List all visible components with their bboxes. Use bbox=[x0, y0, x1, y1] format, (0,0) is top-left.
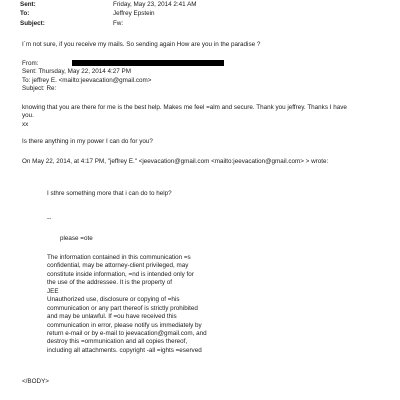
sent-label: Sent: bbox=[20, 0, 36, 8]
email-header bbox=[20, 0, 390, 29]
fwd-subject: Subject: Re: bbox=[22, 84, 57, 92]
redaction-box bbox=[72, 60, 224, 66]
subject-label: Subject: bbox=[20, 19, 45, 27]
fwd-to: To: jeffrey E. <mailto:jeevacation@gmail.com> bbox=[22, 76, 152, 84]
disclaimer-line: communication in error, please notify us immediately by bbox=[47, 321, 202, 329]
closing-tag: </BODY> bbox=[22, 378, 49, 385]
disclaimer-line: destroy this =ommunication and all copies thereof, bbox=[47, 338, 188, 346]
reply-line-2: you. bbox=[22, 112, 34, 120]
question-text: Is there anything in my power I can do for you? bbox=[22, 138, 153, 145]
disclaimer-line: communication or any part thereof is strictly prohibited bbox=[47, 304, 198, 312]
subject-row bbox=[20, 19, 390, 29]
quoted-dash: -- bbox=[47, 215, 52, 222]
sent-value: Friday, May 23, 2014 2:41 AM bbox=[113, 0, 197, 8]
to-row bbox=[20, 10, 390, 20]
disclaimer-line: JEE bbox=[47, 287, 59, 295]
disclaimer-line: including all attachments. copyright -all =ights =eserved bbox=[47, 346, 202, 354]
forwarded-header bbox=[22, 60, 388, 93]
reply-line-1: knowing that you are there for me is the best help. Makes me feel =alm and secure. Thank you jeffrey. Thanks I have bbox=[22, 104, 347, 111]
quoted-note: please =ote bbox=[60, 235, 93, 242]
quoted-question: I sthre something more that i can do to help? bbox=[47, 190, 172, 197]
disclaimer-line: confidential, may be attorney-client privileged, may bbox=[47, 262, 189, 270]
to-value: Jeffrey Epstein bbox=[113, 10, 155, 18]
disclaimer-block bbox=[47, 254, 287, 355]
fwd-sent: Sent: Thursday, May 22, 2014 4:27 PM bbox=[22, 68, 131, 76]
subject-value: Fw: bbox=[113, 19, 124, 27]
disclaimer-line: constitute inside information, =nd is intended only for bbox=[47, 270, 194, 278]
reply-paragraph bbox=[22, 104, 388, 129]
fwd-from-line bbox=[22, 60, 388, 68]
intro-text: I`m not sure, if you receive my mails. So sending again How are you in the paradise ? bbox=[22, 41, 261, 48]
disclaimer-line: and may be unlawful. If =ou have received this bbox=[47, 313, 177, 321]
reply-line-3: xx bbox=[22, 120, 29, 128]
disclaimer-line: The information contained in this communication =s bbox=[47, 254, 191, 261]
disclaimer-line: Unauthorized use, disclosure or copying of =his bbox=[47, 296, 180, 304]
sent-row bbox=[20, 0, 390, 10]
to-label: To: bbox=[20, 10, 30, 18]
disclaimer-line: return e-mail or by e-mail to jeevacation@gmail.com, and bbox=[47, 329, 207, 337]
disclaimer-line: the use of the addressee. It is the property of bbox=[47, 279, 172, 287]
fwd-from-label: From: bbox=[22, 60, 39, 67]
wrote-line: On May 22, 2014, at 4:17 PM, "jeffrey E." <jeevacation@gmail.com <mailto:jeevacation@gmail.com> > wrote: bbox=[22, 158, 329, 165]
